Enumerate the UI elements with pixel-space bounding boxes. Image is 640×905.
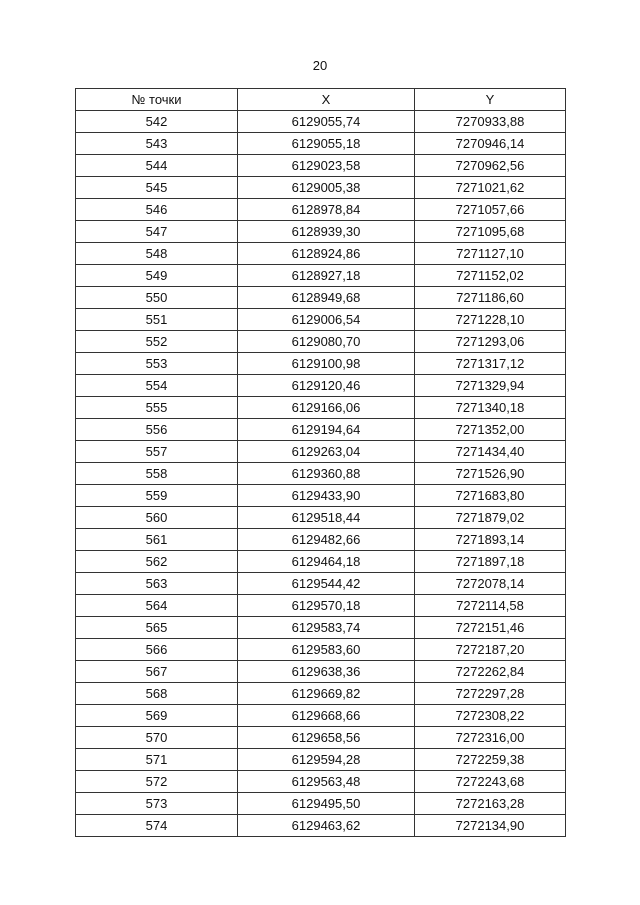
point-number-cell: 542 [76,111,238,133]
y-coordinate-cell: 7272163,28 [415,793,566,815]
point-number-cell: 550 [76,287,238,309]
x-coordinate-cell: 6129005,38 [238,177,415,199]
point-number-cell: 548 [76,243,238,265]
point-number-cell: 564 [76,595,238,617]
coordinates-table [75,88,566,837]
point-number-cell: 565 [76,617,238,639]
point-number-cell: 560 [76,507,238,529]
page-number: 20 [312,58,328,73]
y-coordinate-cell: 7272114,58 [415,595,566,617]
x-coordinate-cell: 6128939,30 [238,221,415,243]
table-row [76,177,566,199]
table-row [76,155,566,177]
table-body [76,111,566,837]
point-number-cell: 567 [76,661,238,683]
x-coordinate-cell: 6129594,28 [238,749,415,771]
y-coordinate-cell: 7272151,46 [415,617,566,639]
point-number-cell: 573 [76,793,238,815]
table-row [76,375,566,397]
header-x: X [238,89,415,111]
y-coordinate-cell: 7272316,00 [415,727,566,749]
y-coordinate-cell: 7271526,90 [415,463,566,485]
x-coordinate-cell: 6129055,18 [238,133,415,155]
x-coordinate-cell: 6129638,36 [238,661,415,683]
point-number-cell: 566 [76,639,238,661]
table-row [76,265,566,287]
table-row [76,639,566,661]
table-row [76,551,566,573]
table-row [76,661,566,683]
y-coordinate-cell: 7271095,68 [415,221,566,243]
y-coordinate-cell: 7271893,14 [415,529,566,551]
x-coordinate-cell: 6128949,68 [238,287,415,309]
point-number-cell: 549 [76,265,238,287]
x-coordinate-cell: 6129518,44 [238,507,415,529]
y-coordinate-cell: 7271057,66 [415,199,566,221]
y-coordinate-cell: 7272262,84 [415,661,566,683]
point-number-cell: 558 [76,463,238,485]
x-coordinate-cell: 6129464,18 [238,551,415,573]
table-row [76,573,566,595]
x-coordinate-cell: 6129360,88 [238,463,415,485]
x-coordinate-cell: 6129544,42 [238,573,415,595]
table-row [76,749,566,771]
header-y: Y [415,89,566,111]
x-coordinate-cell: 6129463,62 [238,815,415,837]
x-coordinate-cell: 6129263,04 [238,441,415,463]
x-coordinate-cell: 6129023,58 [238,155,415,177]
header-row [76,89,566,111]
table-row [76,771,566,793]
point-number-cell: 543 [76,133,238,155]
x-coordinate-cell: 6129120,46 [238,375,415,397]
point-number-cell: 563 [76,573,238,595]
y-coordinate-cell: 7271186,60 [415,287,566,309]
x-coordinate-cell: 6129166,06 [238,397,415,419]
x-coordinate-cell: 6129668,66 [238,705,415,727]
table-row [76,705,566,727]
table-row [76,441,566,463]
x-coordinate-cell: 6129055,74 [238,111,415,133]
point-number-cell: 571 [76,749,238,771]
x-coordinate-cell: 6129194,64 [238,419,415,441]
table-row [76,309,566,331]
table-row [76,529,566,551]
point-number-cell: 572 [76,771,238,793]
point-number-cell: 556 [76,419,238,441]
x-coordinate-cell: 6129482,66 [238,529,415,551]
point-number-cell: 559 [76,485,238,507]
table-row [76,507,566,529]
x-coordinate-cell: 6129563,48 [238,771,415,793]
y-coordinate-cell: 7272308,22 [415,705,566,727]
table-row [76,133,566,155]
y-coordinate-cell: 7271340,18 [415,397,566,419]
table-row [76,617,566,639]
point-number-cell: 546 [76,199,238,221]
y-coordinate-cell: 7271317,12 [415,353,566,375]
y-coordinate-cell: 7271021,62 [415,177,566,199]
x-coordinate-cell: 6129570,18 [238,595,415,617]
x-coordinate-cell: 6129006,54 [238,309,415,331]
table-row [76,815,566,837]
table-row [76,419,566,441]
y-coordinate-cell: 7271228,10 [415,309,566,331]
y-coordinate-cell: 7270946,14 [415,133,566,155]
table-row [76,727,566,749]
point-number-cell: 553 [76,353,238,375]
table-row [76,793,566,815]
point-number-cell: 561 [76,529,238,551]
y-coordinate-cell: 7271127,10 [415,243,566,265]
y-coordinate-cell: 7271329,94 [415,375,566,397]
x-coordinate-cell: 6129495,50 [238,793,415,815]
table-row [76,353,566,375]
point-number-cell: 557 [76,441,238,463]
y-coordinate-cell: 7271879,02 [415,507,566,529]
y-coordinate-cell: 7271152,02 [415,265,566,287]
table-row [76,199,566,221]
table-row [76,683,566,705]
point-number-cell: 551 [76,309,238,331]
point-number-cell: 570 [76,727,238,749]
point-number-cell: 554 [76,375,238,397]
x-coordinate-cell: 6129669,82 [238,683,415,705]
point-number-cell: 562 [76,551,238,573]
point-number-cell: 547 [76,221,238,243]
x-coordinate-cell: 6129658,56 [238,727,415,749]
x-coordinate-cell: 6128924,86 [238,243,415,265]
table-row [76,243,566,265]
table-row [76,397,566,419]
point-number-cell: 545 [76,177,238,199]
y-coordinate-cell: 7272187,20 [415,639,566,661]
x-coordinate-cell: 6128927,18 [238,265,415,287]
y-coordinate-cell: 7271434,40 [415,441,566,463]
table-row [76,485,566,507]
y-coordinate-cell: 7272134,90 [415,815,566,837]
y-coordinate-cell: 7270962,56 [415,155,566,177]
y-coordinate-cell: 7272078,14 [415,573,566,595]
y-coordinate-cell: 7270933,88 [415,111,566,133]
table-row [76,331,566,353]
point-number-cell: 552 [76,331,238,353]
y-coordinate-cell: 7271352,00 [415,419,566,441]
point-number-cell: 569 [76,705,238,727]
y-coordinate-cell: 7271897,18 [415,551,566,573]
header-point-number: № точки [76,89,238,111]
table-row [76,463,566,485]
x-coordinate-cell: 6129583,74 [238,617,415,639]
y-coordinate-cell: 7272243,68 [415,771,566,793]
table-header [76,89,566,111]
x-coordinate-cell: 6129080,70 [238,331,415,353]
table-row [76,111,566,133]
point-number-cell: 568 [76,683,238,705]
y-coordinate-cell: 7271293,06 [415,331,566,353]
point-number-cell: 544 [76,155,238,177]
x-coordinate-cell: 6129100,98 [238,353,415,375]
point-number-cell: 574 [76,815,238,837]
x-coordinate-cell: 6128978,84 [238,199,415,221]
y-coordinate-cell: 7271683,80 [415,485,566,507]
table-row [76,287,566,309]
table-row [76,221,566,243]
y-coordinate-cell: 7272259,38 [415,749,566,771]
x-coordinate-cell: 6129433,90 [238,485,415,507]
point-number-cell: 555 [76,397,238,419]
y-coordinate-cell: 7272297,28 [415,683,566,705]
x-coordinate-cell: 6129583,60 [238,639,415,661]
table-row [76,595,566,617]
